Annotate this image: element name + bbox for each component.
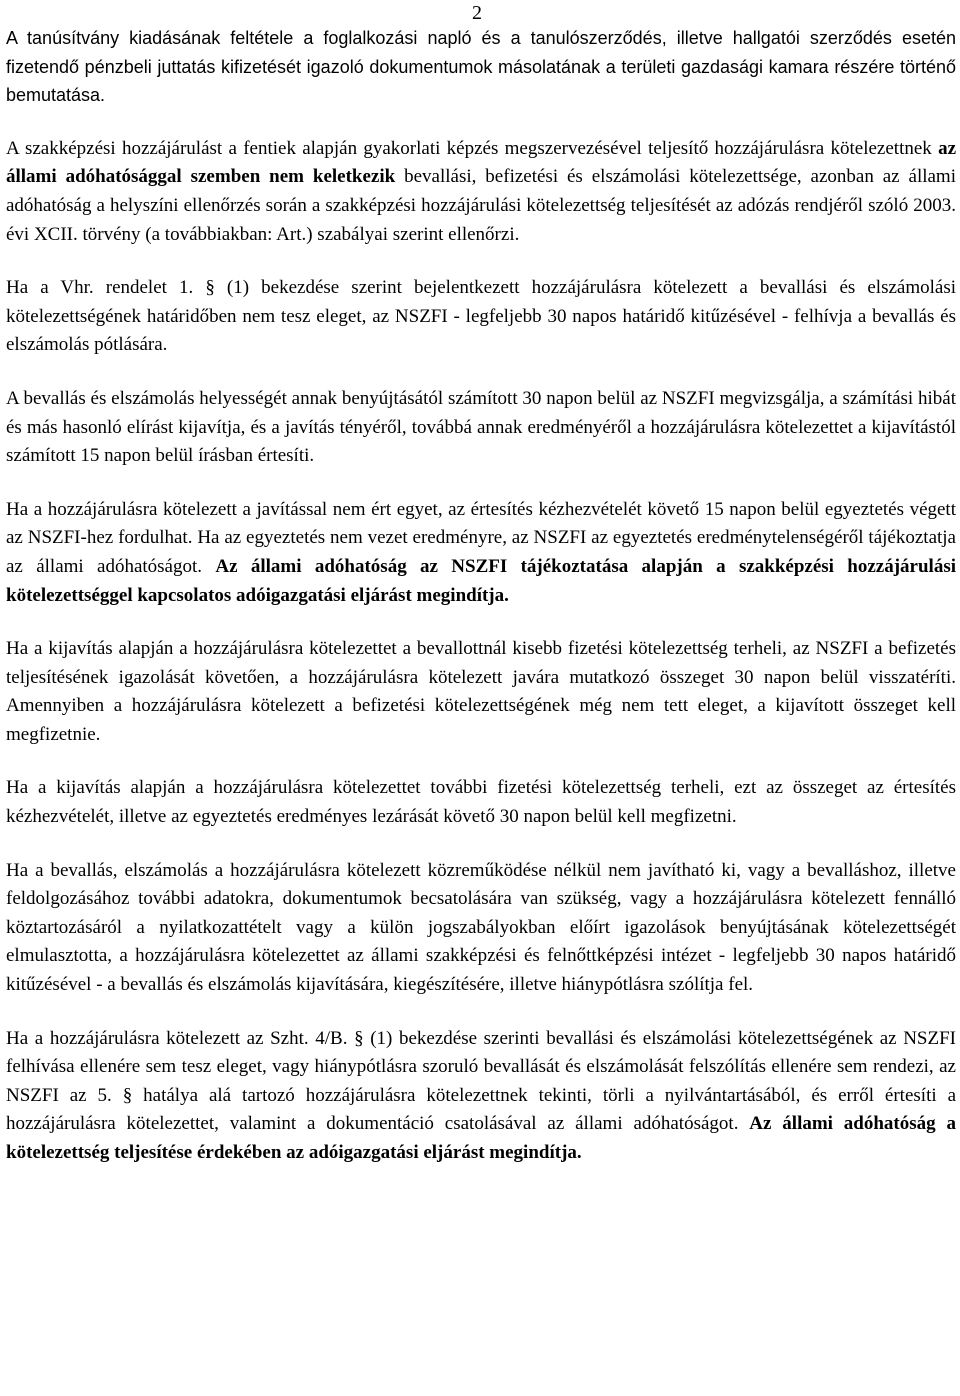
paragraph-reconciliation xyxy=(6,496,956,610)
bold-emphasis: Az állami adóhatóság az NSZFI tájékoztatása alapján a szakképzési hozzájárulási kötelezettséggel kapcsolatos adóigazgatási eljárást megindítja. xyxy=(6,555,957,606)
paragraph-cooperation-required: Ha a bevallás, elszámolás a hozzájárulásra kötelezett közreműködése nélkül nem javítható ki, vagy a bevalláshoz, illetve feldolgozásához további adatokra, dokumentumok becsatolására van szükség, vagy a hozzájárulásra kötelezett fennálló köztartozásáról a nyilatkozattételt vagy a külön jogszabályokban előírt igazolások benyújtásának kötelezettségét elmulasztotta, a hozzájárulásra kötelezettet az állami szakképzési és felnőttképzési intézet - legfeljebb 30 napos határidő kitűzésével - a bevallás és elszámolás kijavítására, kiegészítésére, illetve hiánypótlásra szólítja fel. xyxy=(6,859,956,996)
bold-emphasis: az állami adóhatósággal szemben nem keletkezik xyxy=(6,137,957,188)
paragraph-additional-payment: Ha a kijavítás alapján a hozzájárulásra kötelezettet további fizetési kötelezettség terheli, ezt az összeget az értesítés kézhezvételét, illetve az egyeztetés eredményes lezárását követő 30 napon belül kell megfizetni. xyxy=(6,777,956,828)
paragraph-correction-review: A bevallás és elszámolás helyességét annak benyújtásától számított 30 napon belül az NSZFI megvizsgálja, a számítási hibát és más hasonló elírást kijavítja, és a javítás tényéről, továbbá annak eredményéről a hozzájárulásra kötelezettet a kijavítástól számított 15 napon belül írásban értesíti. xyxy=(6,387,956,467)
paragraph-certificate-conditions: A tanúsítvány kiadásának feltétele a foglalkozási napló és a tanulószerződés, illetve hallgatói szerződés esetén fizetendő pénzbeli juttatás kifizetését igazoló dokumentumok másolatának a területi gazdasági kamara részére történő bemutatása. xyxy=(6,28,956,106)
paragraph-refund: Ha a kijavítás alapján a hozzájárulásra kötelezettet a bevallottnál kisebb fizetési kötelezettség terheli, az NSZFI a befizetés teljesítésének igazolását követően, a hozzájárulásra kötelezett javára mutatkozó összeget 30 napon belül visszatéríti. Amennyiben a hozzájárulásra kötelezett a befizetési kötelezettségének még nem tett eleget, a kijavított összeget kell megfizetnie. xyxy=(6,638,956,745)
paragraph-vocational-contribution xyxy=(6,135,956,249)
paragraph-nszfi-summons: Ha a Vhr. rendelet 1. § (1) bekezdése szerint bejelentkezett hozzájárulásra kötelezett a bevallási és elszámolási kötelezettségének határidőben nem tesz eleget, az NSZFI - legfeljebb 30 napos határidő kitűzésével - felhívja a bevallás és elszámolás pótlására. xyxy=(6,277,956,356)
paragraph-text: A szakképzési hozzájárulást a fentiek alapján gyakorlati képzés megszervezésével teljesítő hozzájárulásra kötelezettnek xyxy=(6,137,932,159)
document-body xyxy=(6,24,956,1190)
bold-emphasis: Az állami adóhatóság a kötelezettség teljesítése érdekében az adóigazgatási eljárást megindítja. xyxy=(6,1113,956,1163)
paragraph-text: Ha a hozzájárulásra kötelezett az Szht. 4/B. § (1) bekezdése szerinti bevallási és elszámolási kötelezettségének az NSZFI felhívása ellenére sem tesz eleget, vagy hiánypótlásra szoruló bevallását és elszámolását felszólítás ellenére sem rendezi, az NSZFI az 5. § hatálya alá tartozó hozzájárulásra kötelezettnek tekinti, törli a nyilvántartásából, és erről értesíti a hozzájárulásra kötelezettet, valamint a dokumentáció csatolásával az állami adóhatóságot. xyxy=(6,1027,956,1135)
paragraph-text: Ha a hozzájárulásra kötelezett a javítással nem ért egyet, az értesítés kézhezvételét követő 15 napon belül egyeztetés végett az NSZFI-hez fordulhat. Ha az egyeztetés nem vezet eredményre, az NSZFI az egyeztetés eredménytelenségéről tájékoztatja az állami adóhatóságot. xyxy=(6,498,956,577)
page-number: 2 xyxy=(472,2,482,24)
paragraph-non-compliance xyxy=(6,1025,956,1168)
paragraph-text: bevallási, befizetési és elszámolási kötelezettsége, azonban az állami adóhatóság a helyszíni ellenőrzés során a szakképzési hozzájárulási kötelezettség teljesítését az adózás rendjéről szóló 2003. évi XCII. törvény (a továbbiakban: Art.) szabályai szerint ellenőrzi. xyxy=(6,166,956,245)
